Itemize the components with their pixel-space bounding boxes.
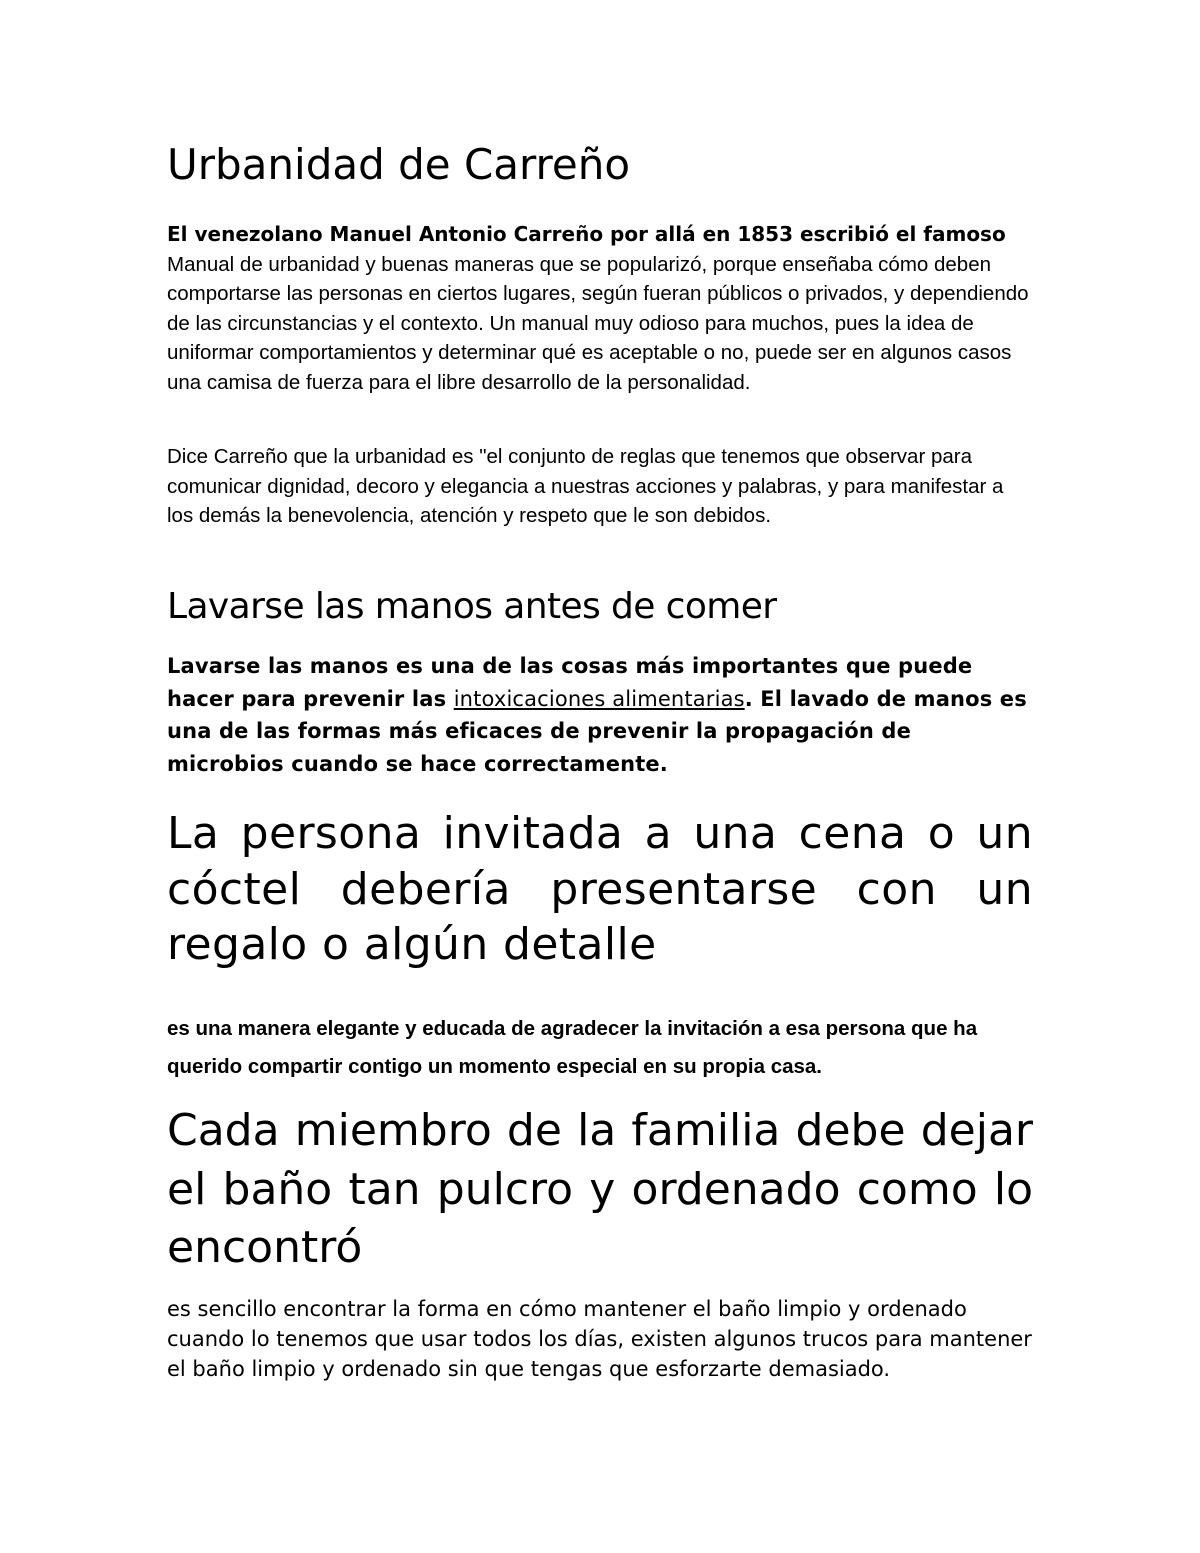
hands-text-after-link: . El lavado de manos es una de las formas más eficaces de prevenir la propagación de microbios cuando se hace correctamente. bbox=[167, 686, 1027, 776]
quote-paragraph: Dice Carreño que la urbanidad es "el conjunto de reglas que tenemos que observar para comunicar dignidad, decoro y elegancia a nuestras acciones y palabras, y para manifestar a los demás la benevolencia, atención y respeto que le son debidos. bbox=[167, 445, 1004, 528]
guest-paragraph: es una manera elegante y educada de agradecer la invitación a esa persona que ha querido compartir contigo un momento especial en su propia casa. bbox=[167, 1017, 978, 1078]
bathroom-heading: Cada miembro de la familia debe dejar el baño tan pulcro y ordenado como lo encontró bbox=[167, 1105, 1033, 1273]
guest-heading: La persona invitada a una cena o un cóctel debería presentarse con un regalo o algún detalle bbox=[167, 808, 1033, 970]
food-poisoning-link[interactable]: intoxicaciones alimentarias bbox=[453, 686, 745, 711]
bathroom-paragraph: es sencillo encontrar la forma en cómo mantener el baño limpio y ordenado cuando lo tenemos que usar todos los días, existen algunos trucos para mantener el baño limpio y ordenado sin que tengas que esforzarte demasiado. bbox=[167, 1297, 1032, 1381]
hands-text-before-link: Lavarse las manos es una de las cosas más importantes que puede hacer para prevenir las bbox=[167, 654, 973, 711]
hands-paragraph bbox=[167, 650, 1033, 780]
intro-body-text: Manual de urbanidad y buenas maneras que se popularizó, porque enseñaba cómo deben comportarse las personas en ciertos lugares, según fueran públicos o privados, y dependiendo de las circunstancias y el contexto. Un manual muy odioso para muchos, pues la idea de uniformar comportamientos y determinar qué es aceptable o no, puede ser en algunos casos una camisa de fuerza para el libre desarrollo de la personalidad. bbox=[167, 252, 1029, 394]
intro-paragraph bbox=[167, 220, 1033, 398]
document-title: Urbanidad de Carreño bbox=[167, 140, 631, 189]
intro-lead-text: El venezolano Manuel Antonio Carreño por allá en 1853 escribió el famoso bbox=[167, 222, 1006, 246]
hands-heading: Lavarse las manos antes de comer bbox=[167, 586, 777, 627]
